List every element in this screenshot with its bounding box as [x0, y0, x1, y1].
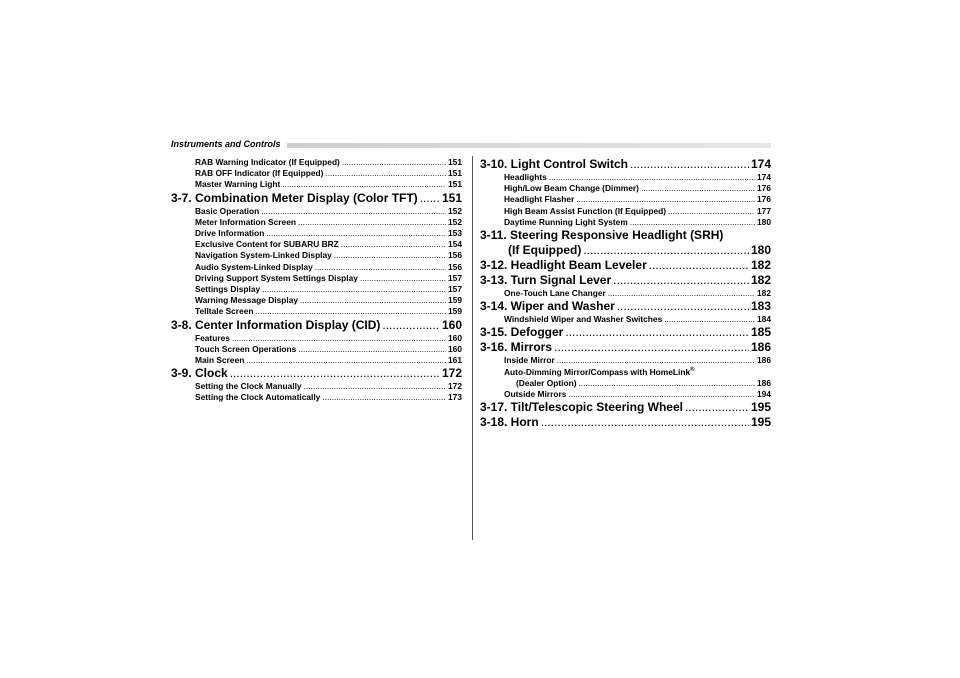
page-number: 173	[448, 392, 462, 403]
page-number: 186	[757, 377, 771, 388]
page-number: 174	[750, 157, 771, 171]
page-number: 180	[750, 243, 771, 258]
toc-section-entry[interactable]: 3-17. Tilt/Telescopic Steering Wheel ..... 195	[480, 400, 771, 415]
toc-section-entry[interactable]: 3-13. Turn Signal Lever ..... 182	[480, 273, 771, 288]
toc-entry[interactable]: Master Warning Light ..... 151	[171, 179, 462, 190]
page-number: 156	[448, 261, 462, 272]
toc-entry[interactable]: Windshield Wiper and Washer Switches ..... 184	[480, 314, 771, 325]
page-number: 185	[750, 325, 771, 340]
toc-right-column	[480, 157, 771, 430]
page-number: 184	[757, 314, 771, 325]
toc-entry[interactable]: Telltale Screen ..... 159	[171, 306, 462, 317]
page-number: 183	[750, 299, 771, 314]
toc-entry[interactable]: One-Touch Lane Changer ..... 182	[480, 288, 771, 299]
page-number: 156	[448, 250, 462, 261]
page-number: 182	[750, 258, 771, 273]
toc-entry[interactable]: RAB OFF Indicator (If Equipped) ..... 151	[171, 168, 462, 179]
page-number: 182	[757, 288, 771, 299]
column-divider	[472, 156, 473, 540]
page-number: 157	[448, 284, 462, 295]
toc-entry[interactable]: High Beam Assist Function (If Equipped) ..... 177	[480, 206, 771, 217]
registered-mark: ®	[690, 366, 695, 373]
page-number: 160	[448, 332, 462, 343]
page-number: 172	[441, 366, 462, 381]
toc-entry[interactable]: Settings Display ..... 157	[171, 284, 462, 295]
page-number: 153	[448, 228, 462, 239]
toc-entry[interactable]: Touch Screen Operations ..... 160	[171, 344, 462, 355]
page-number: 186	[750, 340, 771, 355]
toc-entry[interactable]: Navigation System-Linked Display ..... 156	[171, 250, 462, 261]
toc-entry[interactable]: Features ..... 160	[171, 333, 462, 344]
toc-entry[interactable]: Meter Information Screen ..... 152	[171, 217, 462, 228]
toc-section-entry[interactable]: 3-14. Wiper and Washer ..... 183	[480, 299, 771, 314]
page-number: 159	[448, 306, 462, 317]
page-number: 172	[448, 381, 462, 392]
page-number: 160	[448, 343, 462, 354]
page-number: 154	[448, 239, 462, 250]
page-number: 194	[757, 389, 771, 400]
page-number: 195	[750, 400, 771, 415]
toc-entry[interactable]: Basic Operation ..... 152	[171, 206, 462, 217]
toc-entry[interactable]: High/Low Beam Change (Dimmer) ..... 176	[480, 183, 771, 194]
page-number: 176	[757, 194, 771, 205]
toc-section-entry[interactable]: 3-16. Mirrors ..... 186	[480, 340, 771, 355]
toc-entry[interactable]: Setting the Clock Manually ..... 172	[171, 381, 462, 392]
page-number: 152	[448, 216, 462, 227]
toc-entry[interactable]: Audio System-Linked Display ..... 156	[171, 262, 462, 273]
page-number: 151	[448, 157, 462, 167]
toc-entry[interactable]: Inside Mirror ..... 186	[480, 355, 771, 366]
toc-entry[interactable]: Main Screen ..... 161	[171, 355, 462, 366]
page-number: 157	[448, 272, 462, 283]
toc-entry[interactable]: Setting the Clock Automatically ..... 173	[171, 392, 462, 403]
toc-section-entry[interactable]: 3-7. Combination Meter Display (Color TFT) ..... 151	[171, 191, 462, 206]
toc-entry[interactable]: Headlight Flasher ..... 176	[480, 194, 771, 205]
section-title: Instruments and Controls	[171, 138, 287, 150]
page-number: 151	[448, 179, 462, 190]
toc-entry[interactable]: Auto-Dimming Mirror/Compass with HomeLink® (Dealer Option) ..... 186	[480, 367, 771, 389]
page-number: 174	[757, 172, 771, 182]
page-number: 195	[750, 415, 771, 430]
page-number: 161	[448, 355, 462, 366]
toc-entry[interactable]: Outside Mirrors ..... 194	[480, 389, 771, 400]
toc-entry[interactable]: Daytime Running Light System ..... 180	[480, 217, 771, 228]
toc-section-entry[interactable]: 3-15. Defogger ..... 185	[480, 325, 771, 340]
page-number: 186	[757, 355, 771, 366]
toc-entry[interactable]: Warning Message Display ..... 159	[171, 295, 462, 306]
toc-left-column	[171, 157, 462, 404]
toc-section-entry[interactable]: 3-9. Clock ..... 172	[171, 366, 462, 381]
toc-entry[interactable]: Exclusive Content for SUBARU BRZ ..... 154	[171, 239, 462, 250]
page-number: 177	[757, 205, 771, 216]
toc-entry[interactable]: RAB Warning Indicator (If Equipped) ..... 151	[171, 157, 462, 168]
page-number: 160	[441, 317, 462, 332]
toc-section-entry[interactable]: 3-18. Horn ..... 195	[480, 415, 771, 430]
toc-entry[interactable]: Drive Information ..... 153	[171, 228, 462, 239]
page-number: 151	[441, 190, 462, 205]
page-number: 176	[757, 183, 771, 194]
toc-section-entry[interactable]: 3-8. Center Information Display (CID) ..... 160	[171, 318, 462, 333]
toc-section-entry[interactable]: 3-11. Steering Responsive Headlight (SRH) (If Equipped) ..... 180	[480, 228, 771, 258]
page-number: 180	[757, 216, 771, 227]
page-number: 182	[750, 273, 771, 288]
page-header	[171, 138, 771, 150]
toc-entry[interactable]: Driving Support System Settings Display ..... 157	[171, 273, 462, 284]
page-number: 152	[448, 205, 462, 216]
page-number: 159	[448, 295, 462, 306]
toc-entry[interactable]: Headlights ..... 174	[480, 172, 771, 183]
page-number: 151	[448, 168, 462, 179]
toc-section-entry[interactable]: 3-12. Headlight Beam Leveler ..... 182	[480, 258, 771, 273]
toc-section-entry[interactable]: 3-10. Light Control Switch ..... 174	[480, 157, 771, 172]
